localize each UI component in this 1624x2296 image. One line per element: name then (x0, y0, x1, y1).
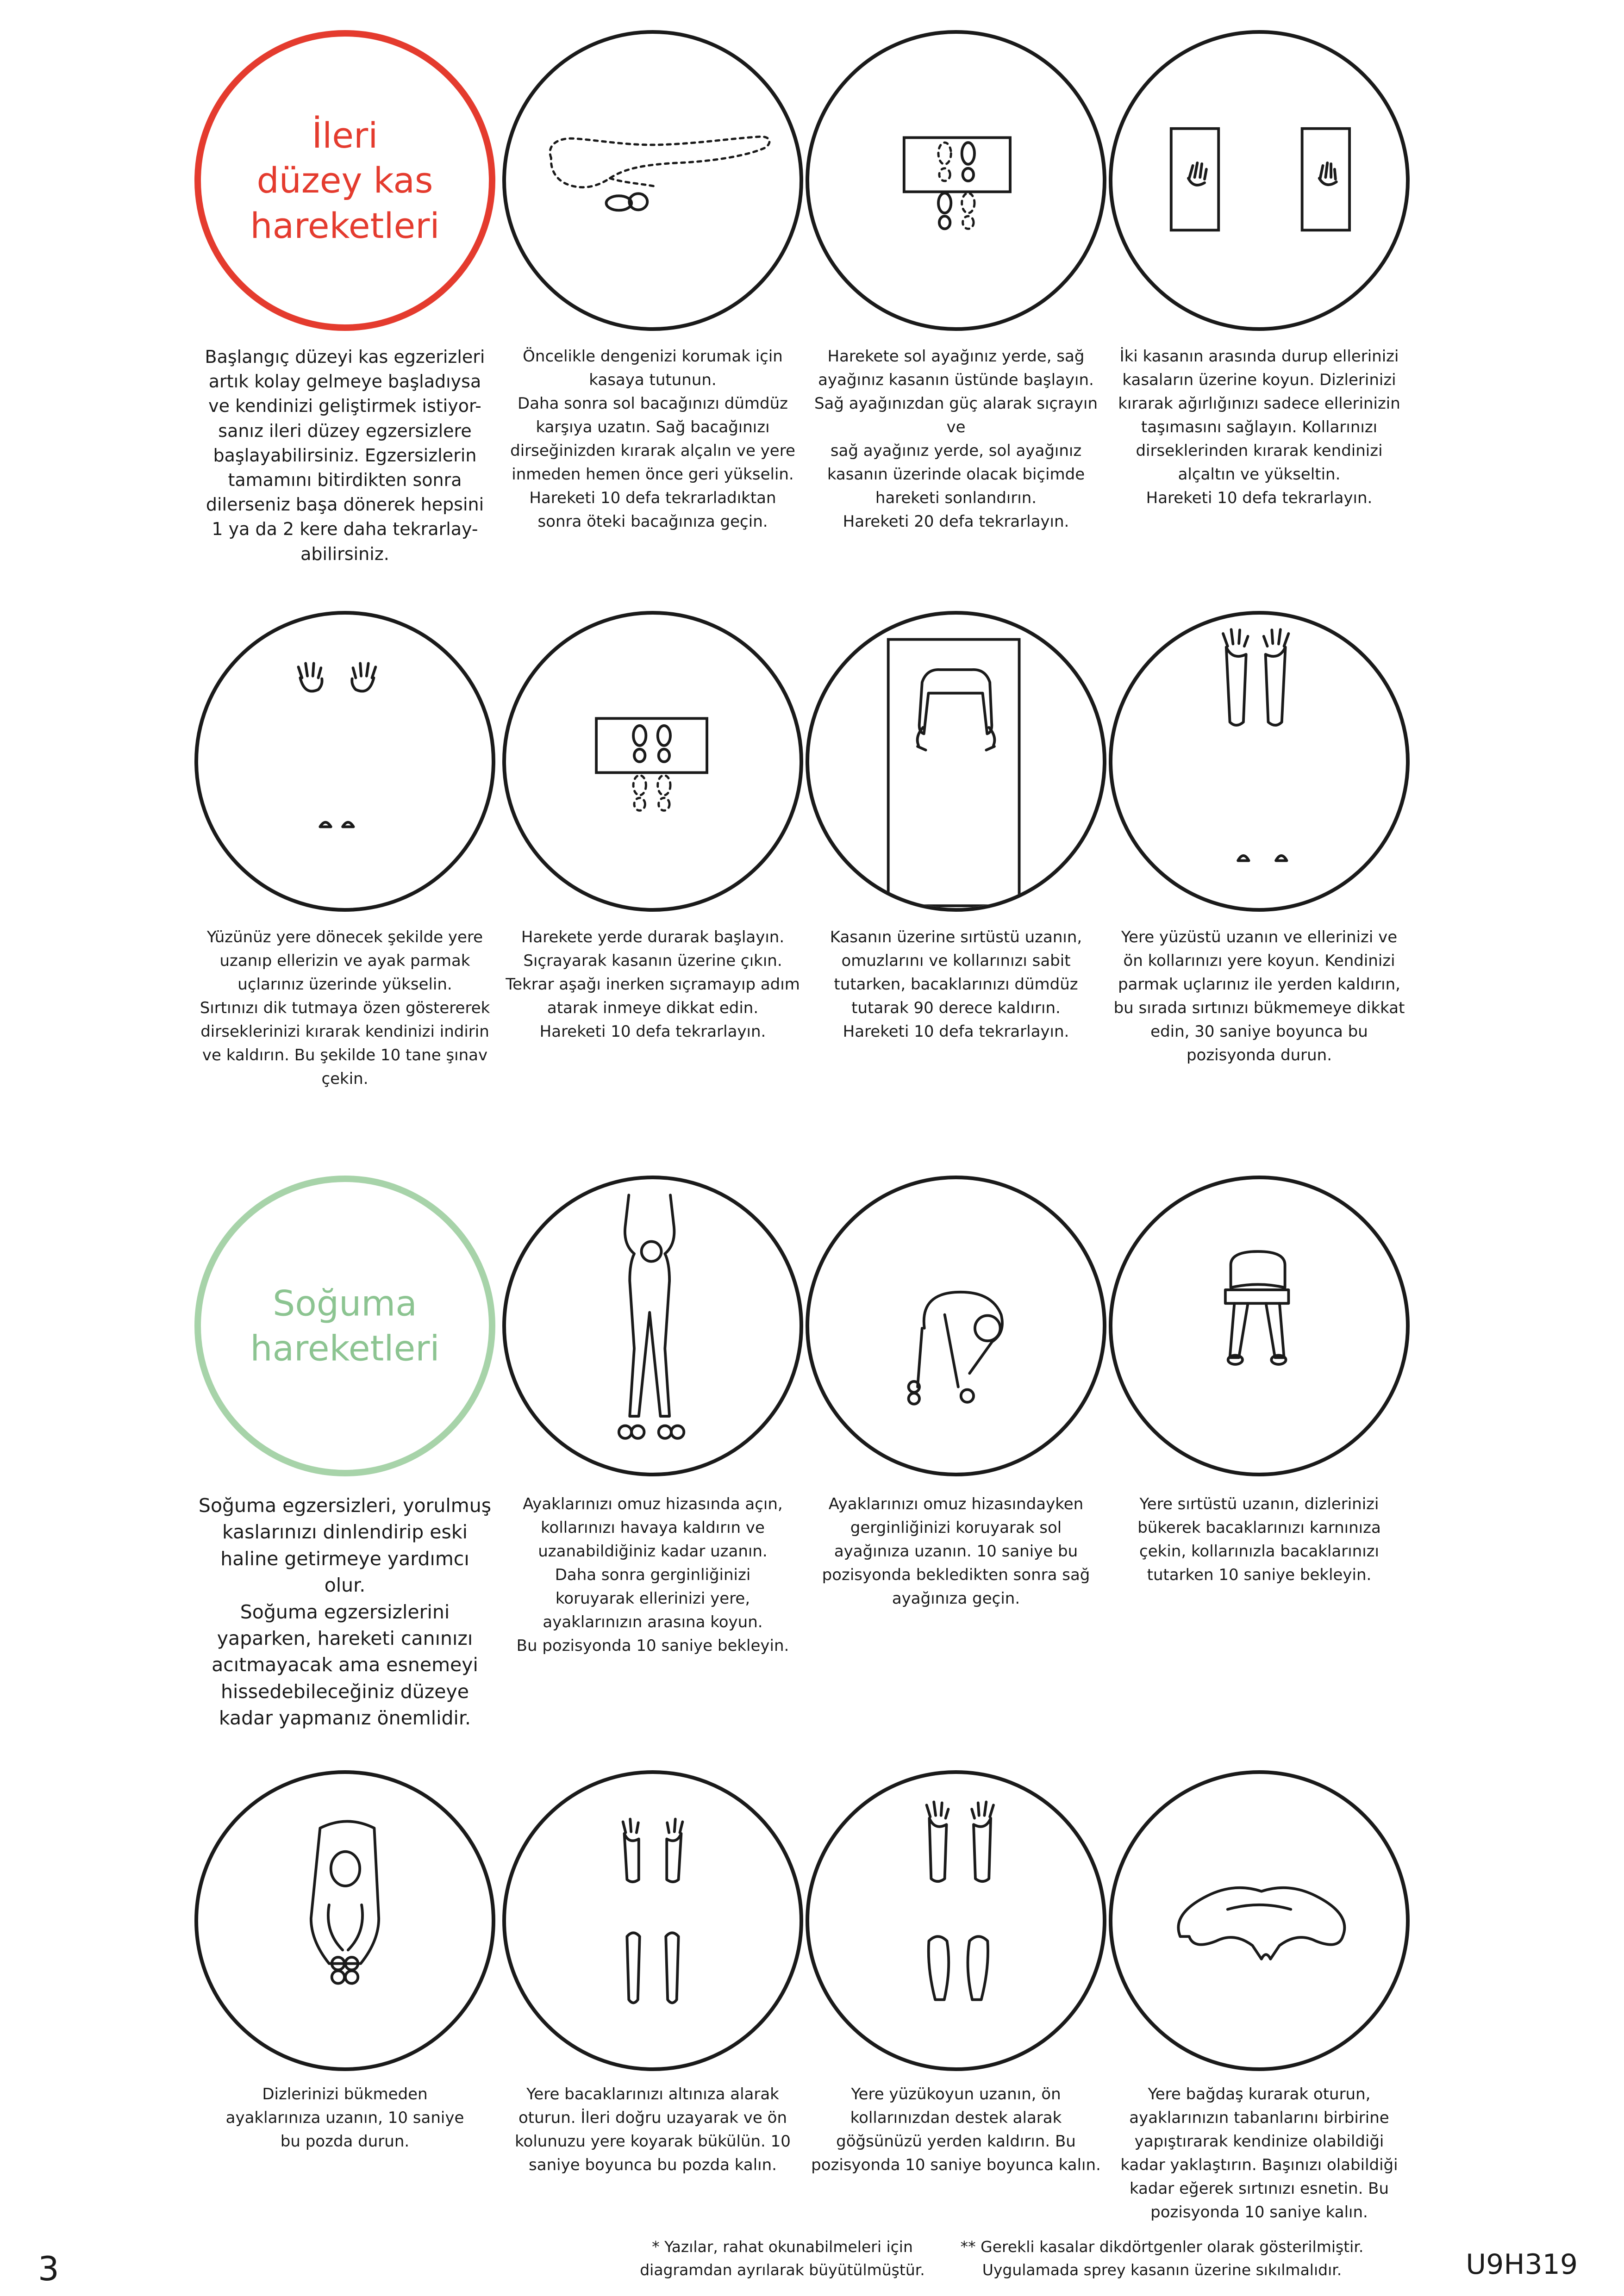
bent-over-figure-icon (809, 1179, 1103, 1473)
caption-child-pose: Yere bacaklarınızı altınıza alarak oturun. İleri doğru uzayarak ve ön kolunuzu yere koyarak bükülün. 10 saniye boyunca bu pozda kalın. (515, 2085, 791, 2174)
seated-butterfly-icon (1112, 1774, 1406, 2067)
caption-knees-to-chest: Yere sırtüstü uzanın, dizlerinizi bükerek bacaklarınızı karnınıza çekin, kollarınızla bacaklarınızı tutarken 10 saniye bekleyin. (1137, 1495, 1381, 1584)
lunge-figure-icon (506, 34, 800, 327)
advanced-section-badge (194, 30, 495, 331)
stretch-knees-to-chest-illustration (1109, 1176, 1410, 1476)
document-code: U9H319 (1466, 2248, 1578, 2281)
advanced-section-title: İleri düzey kas hareketleri (250, 115, 440, 246)
forearms-and-legs-prone-icon (809, 1774, 1103, 2067)
stretch-toe-reach-illustration (194, 1770, 495, 2071)
exercise-step-jump-illustration (806, 30, 1106, 331)
bench-body-icon (809, 615, 1103, 908)
footnote-boxes: ** Gerekli kasalar dikdörtgenler olarak gösterilmiştir. Uygulamada sprey kasanın üzerine sıkılmalıdır. (960, 2238, 1364, 2279)
caption-toe-reach: Dizlerinizi bükmeden ayaklarınıza uzanın, 10 saniye bu pozda durun. (225, 2085, 464, 2151)
cooldown-section-badge (194, 1176, 495, 1476)
knees-hug-figure-icon (1112, 1179, 1406, 1473)
caption-side-reach: Ayaklarınızı omuz hizasındayken gerginliğinizi koruyarak sol ayağınıza uzanın. 10 saniye bu pozisyonda bekledikten sonra sağ ayağınıza geçin. (822, 1495, 1090, 1608)
cooldown-section-title: Soğuma hareketleri (250, 1282, 440, 1369)
stretch-cobra-illustration (806, 1770, 1106, 2071)
footnote-text-size: * Yazılar, rahat okunabilmeleri için diagramdan ayrılarak büyütülmüştür. (640, 2238, 925, 2279)
page-number: 3 (38, 2249, 59, 2288)
caption-box-jump: Harekete yerde durarak başlayın. Sıçrayarak kasanın üzerine çıkın. Tekrar aşağı inerken sıçramayıp adım atarak inmeye dikkat edin. Hareketi 10 defa tekrarlayın. (506, 928, 800, 1041)
stretch-reach-up-illustration (502, 1176, 803, 1476)
hands-and-toes-icon (198, 615, 492, 908)
exercise-box-dips-illustration (1109, 30, 1410, 331)
box-and-feet-icon (809, 34, 1103, 327)
caption-cobra: Yere yüzükoyun uzanın, ön kollarınızdan destek alarak göğsünüzü yerden kaldırın. Bu pozisyonda 10 saniye boyunca kalın. (811, 2085, 1101, 2174)
cooldown-intro-text: Soğuma egzersizleri, yorulmuş kaslarınızı dinlendirip eski haline getirmeye yardımcı olur. Soğuma egzersizlerini yaparken, hareketi canınızı acıtmayacak ama esnemeyi hissedebileceğiniz düzeye kadar yapmanız önemlidir. (198, 1494, 492, 1730)
stretch-butterfly-illustration (1109, 1770, 1410, 2071)
caption-box-dips: İki kasanın arasında durup ellerinizi kasaların üzerine koyun. Dizlerinizi kırarak ağırlığınızı sadece ellerinizin taşımasını sağlayın. Kollarınızı dirseklerinden kırarak kendinizi alçaltın ve yükseltin. Hareketi 10 defa tekrarlayın. (1118, 347, 1400, 507)
caption-lunge: Öncelikle dengenizi korumak için kasaya tutunun. Daha sonra sol bacağınızı dümdüz karşıya uzatın. Sağ bacağınızı dirseğinizden kırarak alçalın ve yere inmeden hemen önce geri yükselin. Hareketi 10 defa tekrarladıktan sonra öteki bacağınıza geçin. (510, 347, 795, 531)
exercise-box-jump-illustration (502, 611, 803, 912)
caption-butterfly: Yere bağdaş kurarak oturun, ayaklarınızın tabanlarını birbirine yapıştırarak kendinize olabildiği kadar yaklaştırın. Başınızı olabildiği kadar eğerek sırtınızı esnetin. Bu pozisyonda 10 saniye kalın. (1120, 2085, 1398, 2221)
exercise-pushup-illustration (194, 611, 495, 912)
exercise-leg-raise-illustration (806, 611, 1106, 912)
caption-step-jump: Harekete sol ayağınız yerde, sağ ayağınız kasanın üstünde başlayın. Sağ ayağınızdan güç alarak sıçrayın ve sağ ayağınız yerde, sol ayağınız kasanın üzerinde olacak biçimde hareketi sonlandırın. Hareketi 20 defa tekrarlayın. (814, 347, 1098, 531)
seated-toe-reach-icon (198, 1774, 492, 2067)
caption-pushup: Yüzünüz yere dönecek şekilde yere uzanıp ellerizin ve ayak parmak uçlarınız üzerinde yükselin. Sırtınızı dik tutmaya özen göstererek dirseklerinizi kırarak kendinizi indirin ve kaldırın. Bu şekilde 10 tane şınav çekin. (200, 928, 490, 1088)
stretch-side-reach-illustration (806, 1176, 1106, 1476)
advanced-intro-text: Başlangıç düzeyi kas egzerizleri artık kolay gelmeye başladıysa ve kendinizi geliştirmek istiyor- sanız ileri düzey egzersizlere başlayabilirsiniz. Egzersizlerin tamamını bitirdikten sonra dilerseniz başa dönerek hepsini 1 ya da 2 kere daha tekrarlay- abilirsiniz. (205, 347, 485, 564)
caption-reach-up: Ayaklarınızı omuz hizasında açın, kollarınızı havaya kaldırın ve uzanabildiğiniz kadar uzanın. Daha sonra gerginliğinizi koruyarak ellerinizi yere, ayaklarınızın arasına koyun. Bu pozisyonda 10 saniye bekleyin. (516, 1495, 789, 1655)
caption-plank: Yere yüzüstü uzanın ve ellerinizi ve ön kollarınızı yere koyun. Kendinizi parmak uçlarınız ile yerden kaldırın, bu sırada sırtınızı bükmemeye dikkat edin, 30 saniye boyunca bu pozisyonda durun. (1113, 928, 1405, 1064)
stretch-child-pose-illustration (502, 1770, 803, 2071)
caption-leg-raise: Kasanın üzerine sırtüstü uzanın, omuzlarını ve kollarınızı sabit tutarken, bacaklarınızı dümdüz tutarak 90 derece kaldırın. Hareketi 10 defa tekrarlayın. (830, 928, 1082, 1041)
exercise-plank-illustration (1109, 611, 1410, 912)
forearms-and-toes-icon (1112, 615, 1406, 908)
exercise-lunge-illustration (502, 30, 803, 331)
standing-reach-figure-icon (506, 1179, 800, 1473)
forearms-and-legs-icon (506, 1774, 800, 2067)
box-and-feet-icon (506, 615, 800, 908)
two-boxes-hands-icon (1112, 34, 1406, 327)
